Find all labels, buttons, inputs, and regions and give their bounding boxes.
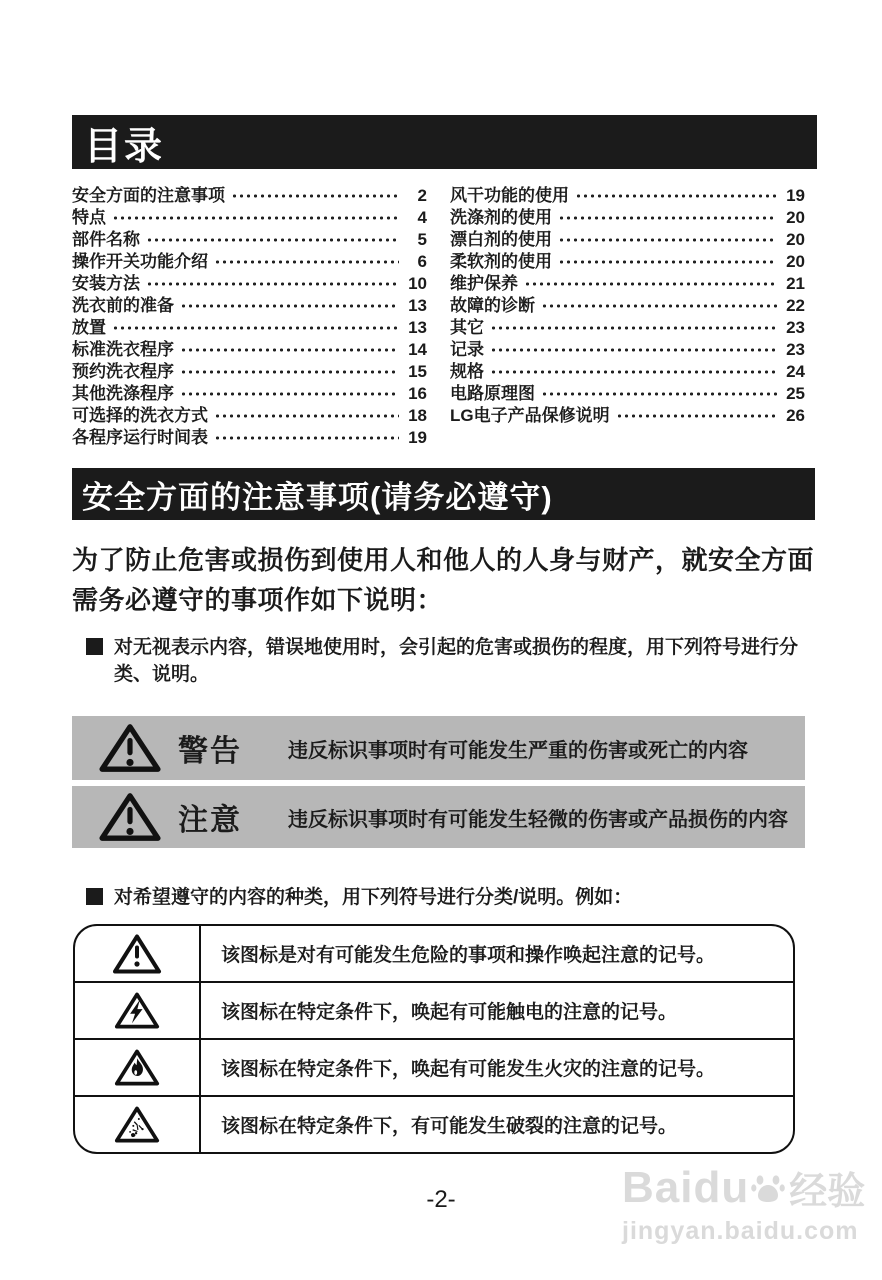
- toc-item-label: 洗衣前的准备: [72, 296, 174, 315]
- toc-item-label: 规格: [450, 362, 484, 381]
- watermark-url: jingyan.baidu.com: [622, 1217, 859, 1245]
- table-row: [75, 1038, 793, 1095]
- warning-triangle-icon: [98, 791, 162, 843]
- toc-item-label: 电路原理图: [450, 384, 535, 403]
- toc-item: [450, 335, 805, 357]
- toc-item-label: 记录: [450, 340, 484, 359]
- safety-bullet-1-text: 对无视表示内容，错误地使用时，会引起的危害或损伤的程度，用下列符号进行分类、说明。: [114, 637, 799, 685]
- toc-item: [450, 313, 805, 335]
- toc-item: [72, 423, 427, 445]
- toc-item-page: 13: [408, 318, 427, 337]
- square-bullet-icon: [86, 888, 103, 905]
- safety-bullet-1: [86, 634, 802, 688]
- toc-leader-dots: [575, 194, 777, 198]
- safety-section-title: 安全方面的注意事项(请务必遵守): [82, 479, 553, 515]
- warning-level-label: 警告: [178, 735, 242, 768]
- toc-item-page: 13: [408, 296, 427, 315]
- toc-item: [72, 203, 427, 225]
- toc-item-page: 16: [408, 384, 427, 403]
- toc-item-page: 19: [786, 186, 805, 205]
- toc-leader-dots: [180, 348, 399, 352]
- toc-item-label: 安全方面的注意事项: [72, 186, 225, 205]
- toc-item-label: 其他洗涤程序: [72, 384, 174, 403]
- watermark-suffix: 经验: [789, 1171, 866, 1213]
- safety-intro-text: 为了防止危害或损伤到使用人和他人的人身与财产，就安全方面需务必遵守的事项作如下说明：: [72, 545, 815, 615]
- toc-leader-dots: [541, 304, 777, 308]
- safety-bullet-2-text: 对希望遵守的内容的种类，用下列符号进行分类/说明。例如：: [114, 887, 633, 908]
- toc-item: [450, 357, 805, 379]
- toc-leader-dots: [490, 326, 777, 330]
- watermark-brand: Baidu: [622, 1162, 750, 1212]
- toc-leader-dots: [558, 238, 777, 242]
- toc-leader-dots: [524, 282, 777, 286]
- toc-item-page: 20: [786, 208, 805, 227]
- toc-item-label: 维护保养: [450, 274, 518, 293]
- toc-leader-dots: [541, 392, 777, 396]
- toc-item: [450, 401, 805, 423]
- symbol-table: [73, 924, 795, 1154]
- toc-item: [72, 181, 427, 203]
- toc-item-page: 6: [417, 252, 427, 271]
- table-of-contents: [72, 181, 805, 445]
- toc-item-label: 特点: [72, 208, 106, 227]
- toc-item-page: 23: [786, 318, 805, 337]
- toc-item-page: 18: [408, 406, 427, 425]
- toc-leader-dots: [214, 414, 399, 418]
- toc-leader-dots: [146, 282, 399, 286]
- toc-leader-dots: [180, 304, 399, 308]
- symbol-desc: 该图标在特定条件下，有可能发生破裂的注意的记号。: [221, 1116, 678, 1137]
- toc-leader-dots: [490, 370, 777, 374]
- toc-item-label: 预约洗衣程序: [72, 362, 174, 381]
- caution-level-desc: 违反标识事项时有可能发生轻微的伤害或产品损伤的内容: [288, 808, 788, 831]
- toc-item-page: 2: [417, 186, 427, 205]
- warning-level-desc: 违反标识事项时有可能发生严重的伤害或死亡的内容: [288, 739, 748, 762]
- toc-leader-dots: [490, 348, 777, 352]
- toc-leader-dots: [558, 216, 777, 220]
- toc-item: [72, 335, 427, 357]
- toc-item: [450, 379, 805, 401]
- toc-item-label: 漂白剂的使用: [450, 230, 552, 249]
- caution-level-box: [72, 786, 805, 848]
- toc-item: [72, 379, 427, 401]
- toc-item: [72, 313, 427, 335]
- toc-item: [450, 225, 805, 247]
- toc-leader-dots: [558, 260, 777, 264]
- toc-item: [72, 247, 427, 269]
- square-bullet-icon: [86, 638, 103, 655]
- table-row: [75, 926, 793, 981]
- toc-item-label: 柔软剂的使用: [450, 252, 552, 271]
- toc-item-label: 故障的诊断: [450, 296, 535, 315]
- toc-leader-dots: [231, 194, 399, 198]
- toc-section-bar: [72, 115, 817, 169]
- toc-leader-dots: [112, 326, 399, 330]
- toc-title: 目录: [84, 125, 165, 168]
- toc-leader-dots: [214, 436, 399, 440]
- safety-section-bar: [72, 468, 815, 520]
- toc-item: [72, 225, 427, 247]
- toc-leader-dots: [214, 260, 399, 264]
- page-number: -2-: [426, 1186, 456, 1213]
- toc-item-page: 23: [786, 340, 805, 359]
- toc-item: [450, 291, 805, 313]
- warning-level-box: [72, 716, 805, 780]
- toc-item: [450, 203, 805, 225]
- safety-bullet-2: [86, 884, 802, 911]
- toc-item-page: 26: [786, 406, 805, 425]
- toc-item: [72, 291, 427, 313]
- toc-item-page: 20: [786, 252, 805, 271]
- warning-triangle-icon: [98, 722, 162, 774]
- toc-item-page: 22: [786, 296, 805, 315]
- toc-leader-dots: [112, 216, 399, 220]
- toc-item-page: 10: [408, 274, 427, 293]
- electric-shock-triangle-icon: [75, 983, 201, 1038]
- toc-item-label: LG电子产品保修说明: [450, 406, 610, 425]
- toc-leader-dots: [180, 370, 399, 374]
- toc-item: [72, 401, 427, 423]
- toc-item-label: 安装方法: [72, 274, 140, 293]
- toc-item: [450, 247, 805, 269]
- toc-item: [450, 181, 805, 203]
- toc-item-page: 4: [417, 208, 427, 227]
- caution-level-label: 注意: [178, 804, 242, 837]
- toc-item-label: 操作开关功能介绍: [72, 252, 208, 271]
- toc-item-label: 放置: [72, 318, 106, 337]
- toc-item-page: 15: [408, 362, 427, 381]
- toc-leader-dots: [146, 238, 399, 242]
- toc-item-label: 标准洗衣程序: [72, 340, 174, 359]
- fire-triangle-icon: [75, 1040, 201, 1095]
- symbol-desc: 该图标在特定条件下，唤起有可能触电的注意的记号。: [221, 1002, 678, 1023]
- toc-item-page: 21: [786, 274, 805, 293]
- toc-item: [450, 269, 805, 291]
- toc-item-page: 20: [786, 230, 805, 249]
- toc-left-column: [72, 181, 427, 445]
- toc-item-page: 25: [786, 384, 805, 403]
- toc-item-page: 14: [408, 340, 427, 359]
- toc-item-page: 19: [408, 428, 427, 447]
- toc-item-label: 其它: [450, 318, 484, 337]
- table-row: [75, 1095, 793, 1152]
- toc-item: [72, 357, 427, 379]
- baidu-jingyan-watermark: [622, 1160, 867, 1246]
- toc-item: [72, 269, 427, 291]
- burst-triangle-icon: [75, 1097, 201, 1152]
- toc-item-page: 5: [417, 230, 427, 249]
- toc-item-label: 部件名称: [72, 230, 140, 249]
- toc-item-page: 24: [786, 362, 805, 381]
- symbol-desc: 该图标在特定条件下，唤起有可能发生火灾的注意的记号。: [221, 1059, 716, 1080]
- toc-item-label: 洗涤剂的使用: [450, 208, 552, 227]
- toc-item-label: 可选择的洗衣方式: [72, 406, 208, 425]
- toc-leader-dots: [616, 414, 777, 418]
- caution-triangle-icon: [75, 926, 201, 981]
- paw-icon: [751, 1173, 785, 1203]
- toc-leader-dots: [180, 392, 399, 396]
- toc-item-label: 风干功能的使用: [450, 186, 569, 205]
- toc-right-column: [450, 181, 805, 445]
- toc-item-label: 各程序运行时间表: [72, 428, 208, 447]
- table-row: [75, 981, 793, 1038]
- symbol-desc: 该图标是对有可能发生危险的事项和操作唤起注意的记号。: [221, 945, 716, 966]
